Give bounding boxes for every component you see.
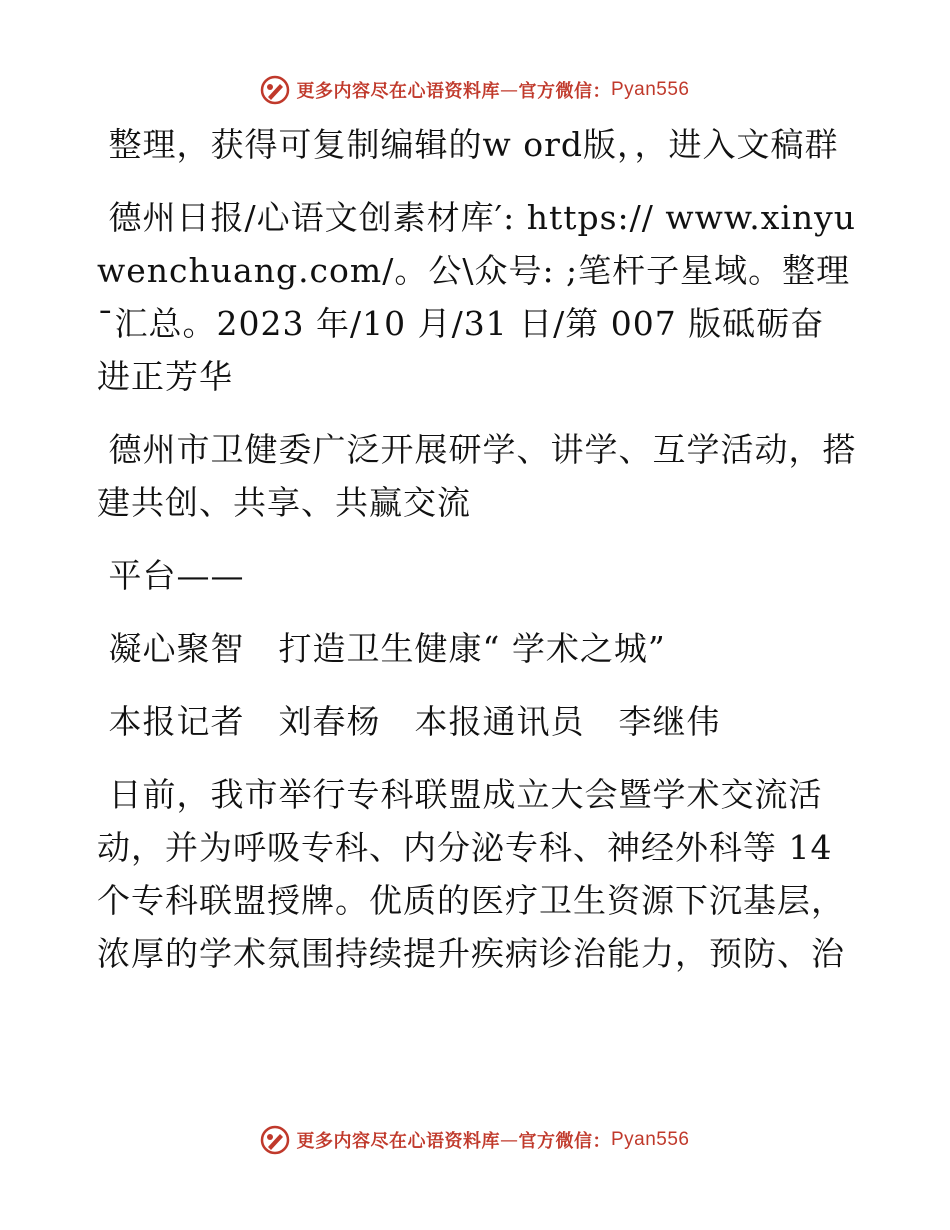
watermark-dash: — [499, 1129, 519, 1151]
watermark-site-text: 更多内容尽在心语资料库 [296, 81, 500, 102]
pen-seal-logo-icon [260, 75, 290, 105]
document-body [97, 118, 857, 1000]
paragraph-body: 日前，我市举行专科联盟成立大会暨学术交流活动，并为呼吸专科、内分泌专科、神经外科等 14 个专科联盟授牌。优质的医疗卫生资源下沉基层，浓厚的学术氛围持续提升疾病诊治能力，预防、治 [97, 775, 845, 973]
watermark-label: 官方微信： [518, 1131, 611, 1152]
watermark-wechat-id: Pyan556 [610, 1129, 690, 1150]
pen-seal-logo-icon [260, 1125, 290, 1155]
watermark-label: 官方微信： [518, 81, 611, 102]
paragraph-byline: 本报记者 刘春杨 本报通讯员 李继伟 [97, 702, 721, 741]
watermark-wechat-id: Pyan556 [610, 79, 690, 100]
watermark-site-text: 更多内容尽在心语资料库 [296, 1131, 500, 1152]
watermark-banner-bottom [0, 1122, 950, 1158]
paragraph-source: 德州日报/心语文创素材库′: https:// www.xinyuwenchuang.com/。公\众号: ;笔杆子星域。整理¯汇总。2023 年/10 月/31 日/第 007 版砥砺奋进正芳华 [97, 198, 857, 396]
paragraph-platform: 平台—— [97, 556, 245, 595]
paragraph-intro: 整理，获得可复制编辑的w ord版，，进入文稿群 [97, 125, 839, 164]
paragraph-subtitle: 凝心聚智 打造卫生健康“ 学术之城” [97, 629, 666, 668]
paragraph-headline: 德州市卫健委广泛开展研学、讲学、互学活动，搭建共创、共享、共赢交流 [97, 430, 857, 522]
watermark-dash: — [499, 79, 519, 101]
watermark-banner-top [0, 72, 950, 108]
